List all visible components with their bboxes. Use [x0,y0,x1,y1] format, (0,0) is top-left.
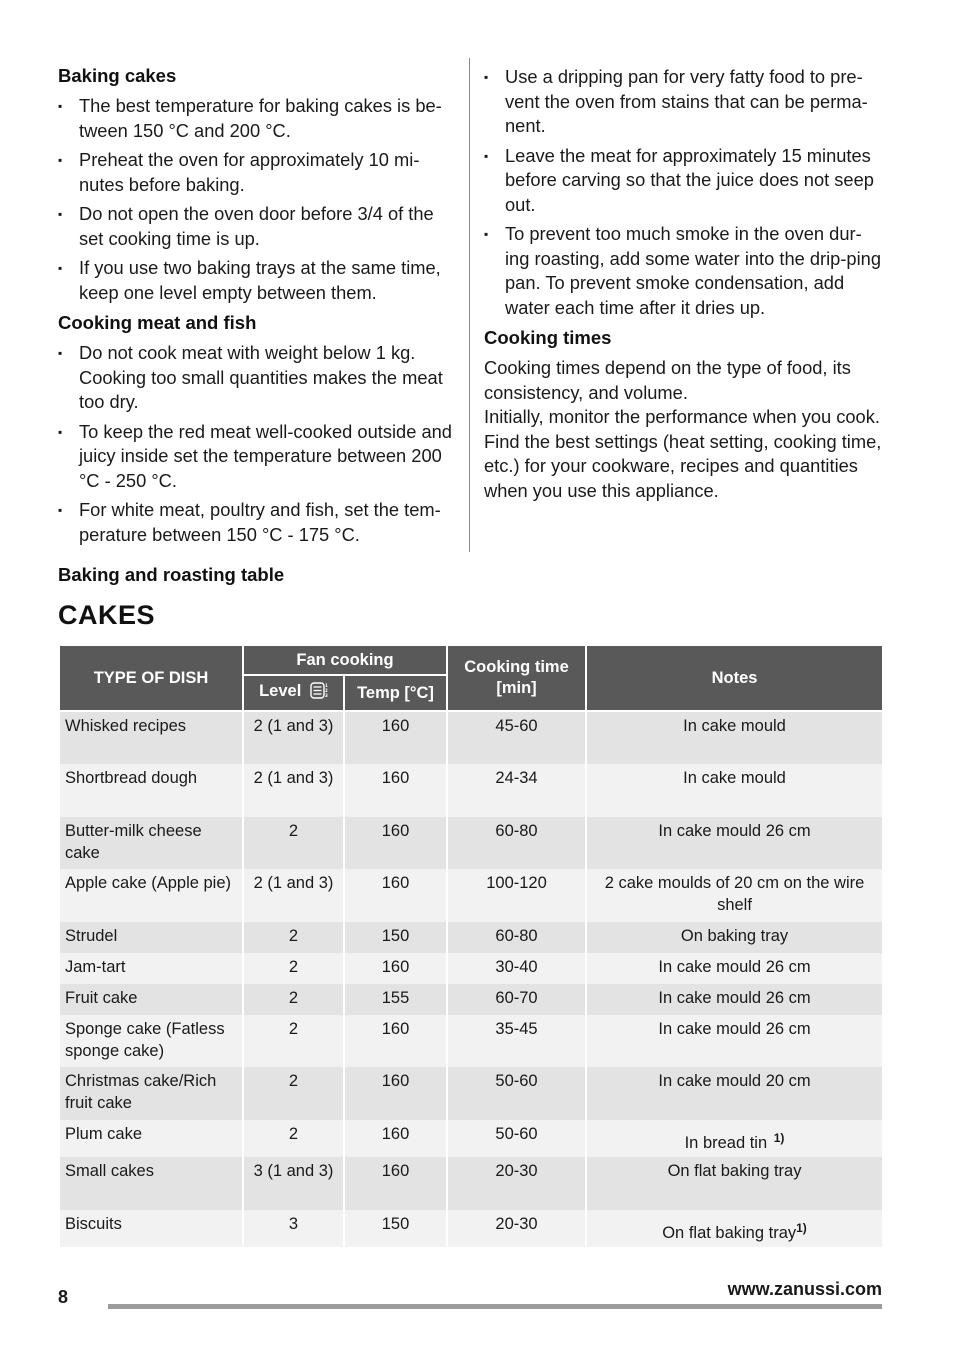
table-row [59,764,883,817]
cooking-times-paragraph: Cooking times depend on the type of food, its consistency, and volume. [484,357,851,403]
header-cooking-time: Cooking time [min] [447,645,586,711]
fan-cooking-icon [310,682,328,705]
list-item: ▪ Use a dripping pan for very fatty food to pre-vent the oven from stains that can be perma-nent. [484,65,884,139]
temp-cell: 150 [344,922,447,953]
cakes-table [58,644,884,1247]
dish-cell: Jam-tart [59,953,243,984]
level-cell: 2 [243,1015,344,1067]
list-item: ▪ The best temperature for baking cakes is be-tween 150 °C and 200 °C. [58,94,458,143]
level-cell: 2 [243,1067,344,1120]
header-type-of-dish: TYPE OF DISH [59,645,243,711]
notes-cell: 2 cake moulds of 20 cm on the wire shelf [586,869,883,922]
meat-fish-heading: Cooking meat and fish [58,312,257,333]
roasting-tips-list [484,65,884,320]
footnote-marker: 1) [796,1221,807,1235]
time-cell: 50-60 [447,1120,586,1157]
table-row [59,953,883,984]
notes-cell: In cake mould 20 cm [586,1067,883,1120]
temp-cell: 160 [344,1015,447,1067]
dish-cell: Apple cake (Apple pie) [59,869,243,922]
list-item: ▪ If you use two baking trays at the same time, keep one level empty between them. [58,256,458,305]
svg-text:2: 2 [324,688,328,693]
level-cell: 2 [243,953,344,984]
table-row [59,1120,883,1157]
level-cell: 2 [243,984,344,1015]
baking-cakes-list [58,94,458,305]
notes-cell: In cake mould 26 cm [586,1015,883,1067]
temp-cell: 160 [344,1067,447,1120]
page-number: 8 [58,1287,69,1307]
level-cell: 2 (1 and 3) [243,764,344,817]
notes-cell [586,1120,883,1157]
temp-cell: 160 [344,1120,447,1157]
right-column [484,60,884,503]
temp-cell: 160 [344,711,447,764]
list-item: ▪ To keep the red meat well-cooked outside and juicy inside set the temperature between 200 °C - 250 °C. [58,420,458,494]
cooking-times-heading: Cooking times [484,327,612,348]
time-cell: 60-80 [447,922,586,953]
footnote-marker: 1) [773,1131,785,1145]
dish-cell: Small cakes [59,1157,243,1210]
table-row [59,711,883,764]
temp-cell: 160 [344,953,447,984]
table-row [59,869,883,922]
notes-cell: In cake mould 26 cm [586,817,883,869]
list-item: ▪ Do not cook meat with weight below 1 kg. Cooking too small quantities makes the meat too dry. [58,341,458,415]
temp-cell: 160 [344,817,447,869]
left-column [58,60,458,553]
dish-cell: Butter-milk cheese cake [59,817,243,869]
cooking-times-paragraph: Initially, monitor the performance when you cook. Find the best settings (heat setting, cooking time, etc.) for your cookware, recipes and quantities when you use this appliance. [484,406,882,501]
dish-cell: Plum cake [59,1120,243,1157]
time-cell: 100-120 [447,869,586,922]
table-row [59,1157,883,1210]
level-cell: 3 (1 and 3) [243,1157,344,1210]
table-row [59,1015,883,1067]
time-cell: 20-30 [447,1157,586,1210]
notes-cell: On baking tray [586,922,883,953]
level-cell: 2 [243,922,344,953]
notes-cell: In cake mould 26 cm [586,984,883,1015]
dish-cell: Shortbread dough [59,764,243,817]
table-row [59,984,883,1015]
time-cell: 60-80 [447,817,586,869]
notes-text: On flat baking tray [662,1224,797,1242]
notes-cell: In cake mould 26 cm [586,953,883,984]
list-item: ▪ Preheat the oven for approximately 10 mi-nutes before baking. [58,148,458,197]
cakes-title: CAKES [58,600,156,630]
header-temp: Temp [°C] [344,675,447,711]
time-cell: 35-45 [447,1015,586,1067]
level-cell: 2 (1 and 3) [243,869,344,922]
dish-cell: Christmas cake/Rich fruit cake [59,1067,243,1120]
svg-text:1: 1 [324,683,328,688]
time-cell: 24-34 [447,764,586,817]
footer-divider [108,1304,882,1309]
notes-cell: On flat baking tray [586,1157,883,1210]
time-cell: 45-60 [447,711,586,764]
level-cell: 2 [243,817,344,869]
notes-text: In bread tin [684,1134,768,1152]
table-row [59,922,883,953]
dish-cell: Sponge cake (Fatless sponge cake) [59,1015,243,1067]
notes-cell: In cake mould [586,764,883,817]
header-notes: Notes [586,645,883,711]
header-level [243,675,344,711]
dish-cell: Whisked recipes [59,711,243,764]
time-cell: 50-60 [447,1067,586,1120]
table-row [59,1210,883,1247]
notes-cell: In cake mould [586,711,883,764]
dish-cell: Strudel [59,922,243,953]
temp-cell: 155 [344,984,447,1015]
notes-cell [586,1210,883,1247]
header-level-label: Level [259,682,302,700]
list-item: ▪ For white meat, poultry and fish, set the tem-perature between 150 °C - 175 °C. [58,498,458,547]
list-item: ▪ Leave the meat for approximately 15 minutes before carving so that the juice does not seep out. [484,144,884,218]
svg-text:3: 3 [324,693,328,698]
time-cell: 30-40 [447,953,586,984]
temp-cell: 150 [344,1210,447,1247]
baking-cakes-heading: Baking cakes [58,65,177,86]
table-row [59,1067,883,1120]
table-section-heading: Baking and roasting table [58,564,285,585]
level-cell: 3 [243,1210,344,1247]
header-fan-cooking: Fan cooking [243,645,447,675]
time-cell: 60-70 [447,984,586,1015]
list-item: ▪ To prevent too much smoke in the oven dur-ing roasting, add some water into the drip-ping pan. To prevent smoke condensation, add water each time after it dries up. [484,222,884,320]
dish-cell: Biscuits [59,1210,243,1247]
temp-cell: 160 [344,1157,447,1210]
list-item: ▪ Do not open the oven door before 3/4 of the set cooking time is up. [58,202,458,251]
level-cell: 2 (1 and 3) [243,711,344,764]
temp-cell: 160 [344,764,447,817]
footer-url: www.zanussi.com [727,1279,882,1299]
column-divider [469,58,470,552]
dish-cell: Fruit cake [59,984,243,1015]
table-row [59,817,883,869]
temp-cell: 160 [344,869,447,922]
time-cell: 20-30 [447,1210,586,1247]
level-cell: 2 [243,1120,344,1157]
meat-fish-list [58,341,458,547]
